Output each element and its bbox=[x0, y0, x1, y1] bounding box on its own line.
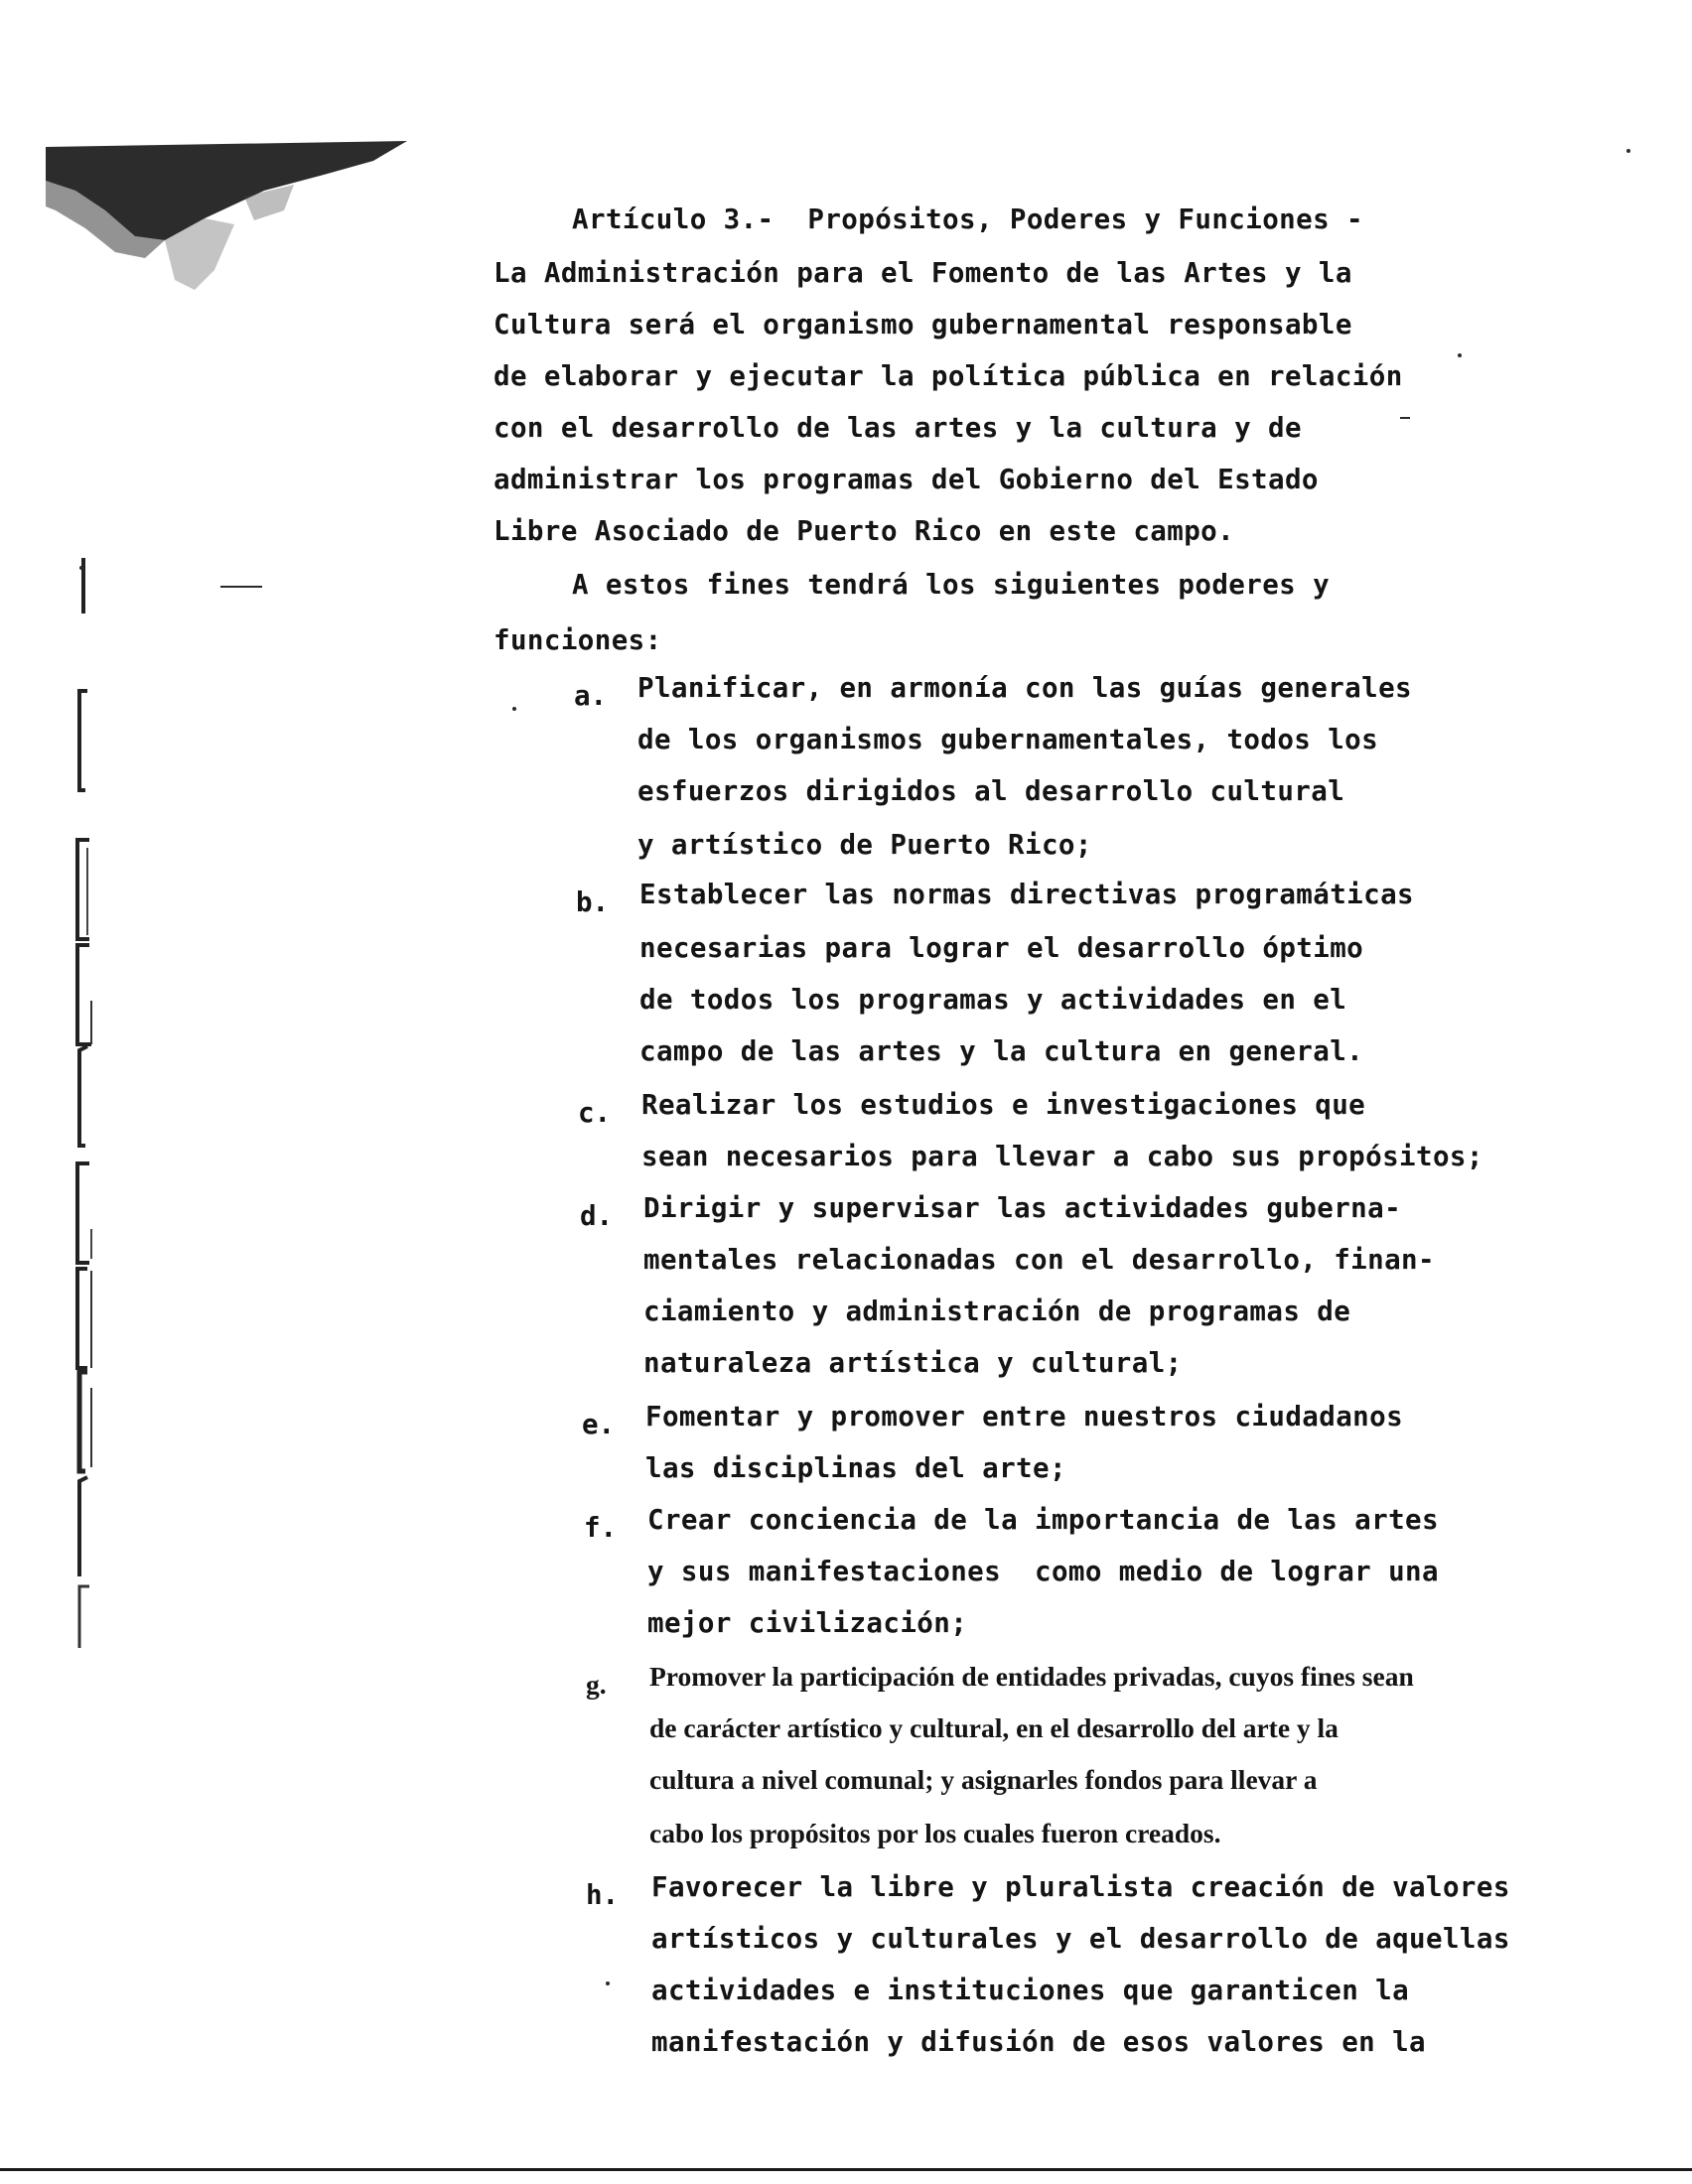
list-item-line: Crear conciencia de la importancia de las artes bbox=[647, 1504, 1439, 1536]
list-item-line: campo de las artes y la cultura en general. bbox=[639, 1035, 1364, 1067]
binding-mark bbox=[70, 1160, 99, 1269]
scan-speck bbox=[1458, 353, 1462, 357]
powers-intro-line: funciones: bbox=[494, 624, 662, 656]
scan-speck bbox=[79, 566, 83, 570]
list-item-line: Realizar los estudios e investigaciones que bbox=[641, 1089, 1366, 1121]
list-item-line: ciamiento y administración de programas de bbox=[643, 1296, 1351, 1327]
list-marker: b. bbox=[576, 887, 610, 918]
binding-mark bbox=[70, 836, 99, 945]
list-marker: e. bbox=[582, 1409, 616, 1440]
binding-mark bbox=[70, 1473, 99, 1582]
intro-line: con el desarrollo de las artes y la cultura y de bbox=[494, 412, 1302, 444]
list-item-line: las disciplinas del arte; bbox=[645, 1452, 1066, 1484]
list-item-line: mentales relacionadas con el desarrollo, finan- bbox=[643, 1244, 1435, 1276]
list-item-line: sean necesarios para llevar a cabo sus propósitos; bbox=[641, 1141, 1483, 1172]
intro-line: Cultura será el organismo gubernamental responsable bbox=[494, 309, 1352, 341]
list-item-line: cultura a nivel comunal; y asignarles fondos para llevar a bbox=[649, 1764, 1318, 1795]
intro-line: de elaborar y ejecutar la política pública en relación bbox=[494, 360, 1403, 392]
article-heading: Artículo 3.- Propósitos, Poderes y Funciones - bbox=[572, 204, 1363, 235]
binding-mark bbox=[70, 1042, 99, 1152]
binding-mark bbox=[70, 941, 99, 1050]
list-item-line: Promover la participación de entidades privadas, cuyos fines sean bbox=[649, 1661, 1414, 1692]
list-item-line: necesarias para lograr el desarrollo óptimo bbox=[639, 932, 1364, 964]
list-marker: g. bbox=[586, 1669, 607, 1700]
binding-mark bbox=[70, 556, 99, 615]
list-marker: d. bbox=[580, 1200, 614, 1232]
scan-speck bbox=[1626, 149, 1630, 153]
scan-speck bbox=[512, 707, 516, 711]
list-item-line: y artístico de Puerto Rico; bbox=[637, 829, 1092, 861]
list-item-line: actividades e instituciones que garanticen la bbox=[651, 1975, 1410, 2006]
binding-mark bbox=[70, 1582, 99, 1652]
list-item-line: Dirigir y supervisar las actividades guberna- bbox=[643, 1192, 1402, 1224]
list-item-line: de los organismos gubernamentales, todos los bbox=[637, 724, 1379, 755]
binding-mark bbox=[70, 687, 99, 796]
intro-line: Libre Asociado de Puerto Rico en este campo. bbox=[494, 515, 1235, 547]
list-marker: h. bbox=[586, 1879, 620, 1911]
list-marker: f. bbox=[584, 1512, 618, 1544]
binding-mark bbox=[70, 1368, 99, 1477]
list-item-line: manifestación y difusión de esos valores en la bbox=[651, 2026, 1426, 2058]
list-item-line: artísticos y culturales y el desarrollo de aquellas bbox=[651, 1923, 1510, 1955]
intro-line: La Administración para el Fomento de las Artes y la bbox=[494, 257, 1352, 289]
scan-mark bbox=[1400, 417, 1410, 419]
list-item-line: naturaleza artística y cultural; bbox=[643, 1347, 1183, 1379]
list-item-line: y sus manifestaciones como medio de lograr una bbox=[647, 1556, 1439, 1587]
binding-mark bbox=[70, 1265, 99, 1374]
list-item-line: Fomentar y promover entre nuestros ciudadanos bbox=[645, 1401, 1404, 1433]
list-item-line: esfuerzos dirigidos al desarrollo cultural bbox=[637, 775, 1345, 807]
bottom-rule bbox=[0, 2168, 1692, 2171]
list-marker: a. bbox=[574, 680, 608, 712]
list-item-line: de todos los programas y actividades en el bbox=[639, 984, 1347, 1016]
list-item-line: cabo los propósitos por los cuales fueron creados. bbox=[649, 1818, 1221, 1848]
list-item-line: de carácter artístico y cultural, en el desarrollo del arte y la bbox=[649, 1712, 1339, 1743]
scan-artifact bbox=[46, 141, 407, 300]
list-item-line: Favorecer la libre y pluralista creación de valores bbox=[651, 1871, 1510, 1903]
powers-intro-line: A estos fines tendrá los siguientes poderes y bbox=[572, 569, 1331, 601]
list-item-line: Planificar, en armonía con las guías generales bbox=[637, 672, 1412, 704]
scan-speck bbox=[606, 1981, 610, 1985]
list-item-line: mejor civilización; bbox=[647, 1607, 968, 1639]
intro-line: administrar los programas del Gobierno del Estado bbox=[494, 464, 1319, 495]
list-marker: c. bbox=[578, 1097, 612, 1129]
list-item-line: Establecer las normas directivas programáticas bbox=[639, 879, 1414, 910]
scan-mark bbox=[220, 586, 262, 588]
